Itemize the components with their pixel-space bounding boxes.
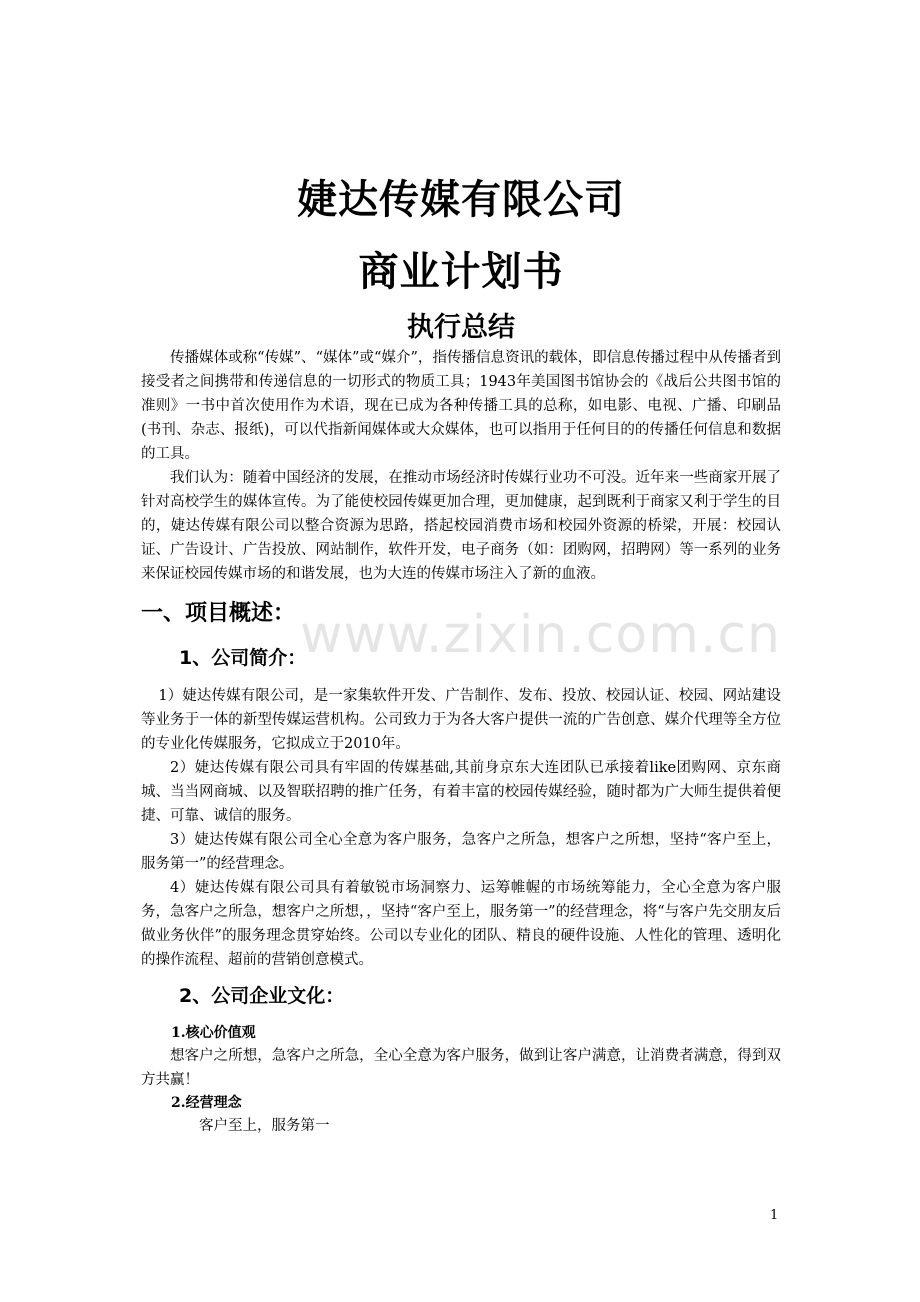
section-heading-project-overview: 一、项目概述： bbox=[141, 601, 296, 626]
subsection-heading-corporate-culture: 2、公司企业文化： bbox=[179, 985, 345, 1007]
page-content bbox=[141, 170, 781, 1138]
subsection-heading-company-intro: 1、公司简介： bbox=[179, 647, 307, 669]
document-title: 商业计划书 bbox=[358, 249, 564, 295]
intro-paragraph-4: 4）婕达传媒有限公司具有着敏锐市场洞察力、运筹帷幄的市场统筹能力，全心全意为客户服务，急客户之所急，想客户之所想，，坚持“客户至上，服务第一”的经营理念，将“与客户先交朋友后做业务伙伴”的服务理念贯穿始终。公司以专业化的团队、精良的硬件设施、人性化的管理、透明化的操作流程、超前的营销创意模式。 bbox=[141, 880, 781, 968]
core-values-heading: 1.核心价值观 bbox=[171, 1025, 256, 1041]
page-number: 1 bbox=[770, 1208, 779, 1223]
business-philosophy-heading: 2.经营理念 bbox=[171, 1095, 242, 1111]
executive-summary-heading: 执行总结 bbox=[407, 312, 515, 343]
intro-paragraph-2: 2）婕达传媒有限公司具有牢固的传媒基础,其前身京东大连团队已承接着like团购网、京东商城、当当网商城、以及智联招聘的推广任务，有着丰富的校园传媒经验，随时都为广大师生提供着便捷、可靠、诚信的服务。 bbox=[141, 760, 781, 824]
exec-paragraph-1: 传播媒体或称“传媒”、“媒体”或“媒介”，指传播信息资讯的载体，即信息传播过程中从传播者到接受者之间携带和传递信息的一切形式的物质工具；1943年美国图书馆协会的《战后公共图书馆的准则》一书中首次使用作为术语，现在已成为各种传播工具的总称，如电影、电视、广播、印刷品(书刊、杂志、报纸)，可以代指新闻媒体或大众媒体，也可以指用于任何目的的传播任何信息和数据的工具。 bbox=[141, 350, 781, 462]
core-values-text: 想客户之所想，急客户之所急，全心全意为客户服务，做到让客户满意，让消费者满意，得到双方共赢！ bbox=[141, 1048, 781, 1088]
intro-paragraph-3: 3）婕达传媒有限公司全心全意为客户服务，急客户之所急，想客户之所想，坚持“客户至上，服务第一”的经营理念。 bbox=[141, 832, 781, 872]
company-title: 婕达传媒有限公司 bbox=[297, 177, 625, 223]
exec-paragraph-2: 我们认为：随着中国经济的发展，在推动市场经济时传媒行业功不可没。近年来一些商家开展了针对高校学生的媒体宣传。为了能使校园传媒更加合理，更加健康，起到既利于商家又利于学生的目的，婕达传媒有限公司以整合资源为思路，搭起校园消费市场和校园外资源的桥梁，开展：校园认证、广告设计、广告投放、网站制作，软件开发，电子商务（如：团购网，招聘网）等一系列的业务来保证校园传媒市场的和谐发展，也为大连的传媒市场注入了新的血液。 bbox=[141, 470, 781, 582]
intro-paragraph-1: 1）婕达传媒有限公司，是一家集软件开发、广告制作、发布、投放、校园认证、校园、网站建设等业务于一体的新型传媒运营机构。公司致力于为各大客户提供一流的广告创意、媒介代理等全方位的专业化传媒服务，它拟成立于2010年。 bbox=[141, 688, 781, 752]
watermark: www.zixin.com.cn bbox=[300, 605, 781, 665]
business-philosophy-text: 客户至上，服务第一 bbox=[199, 1118, 330, 1134]
